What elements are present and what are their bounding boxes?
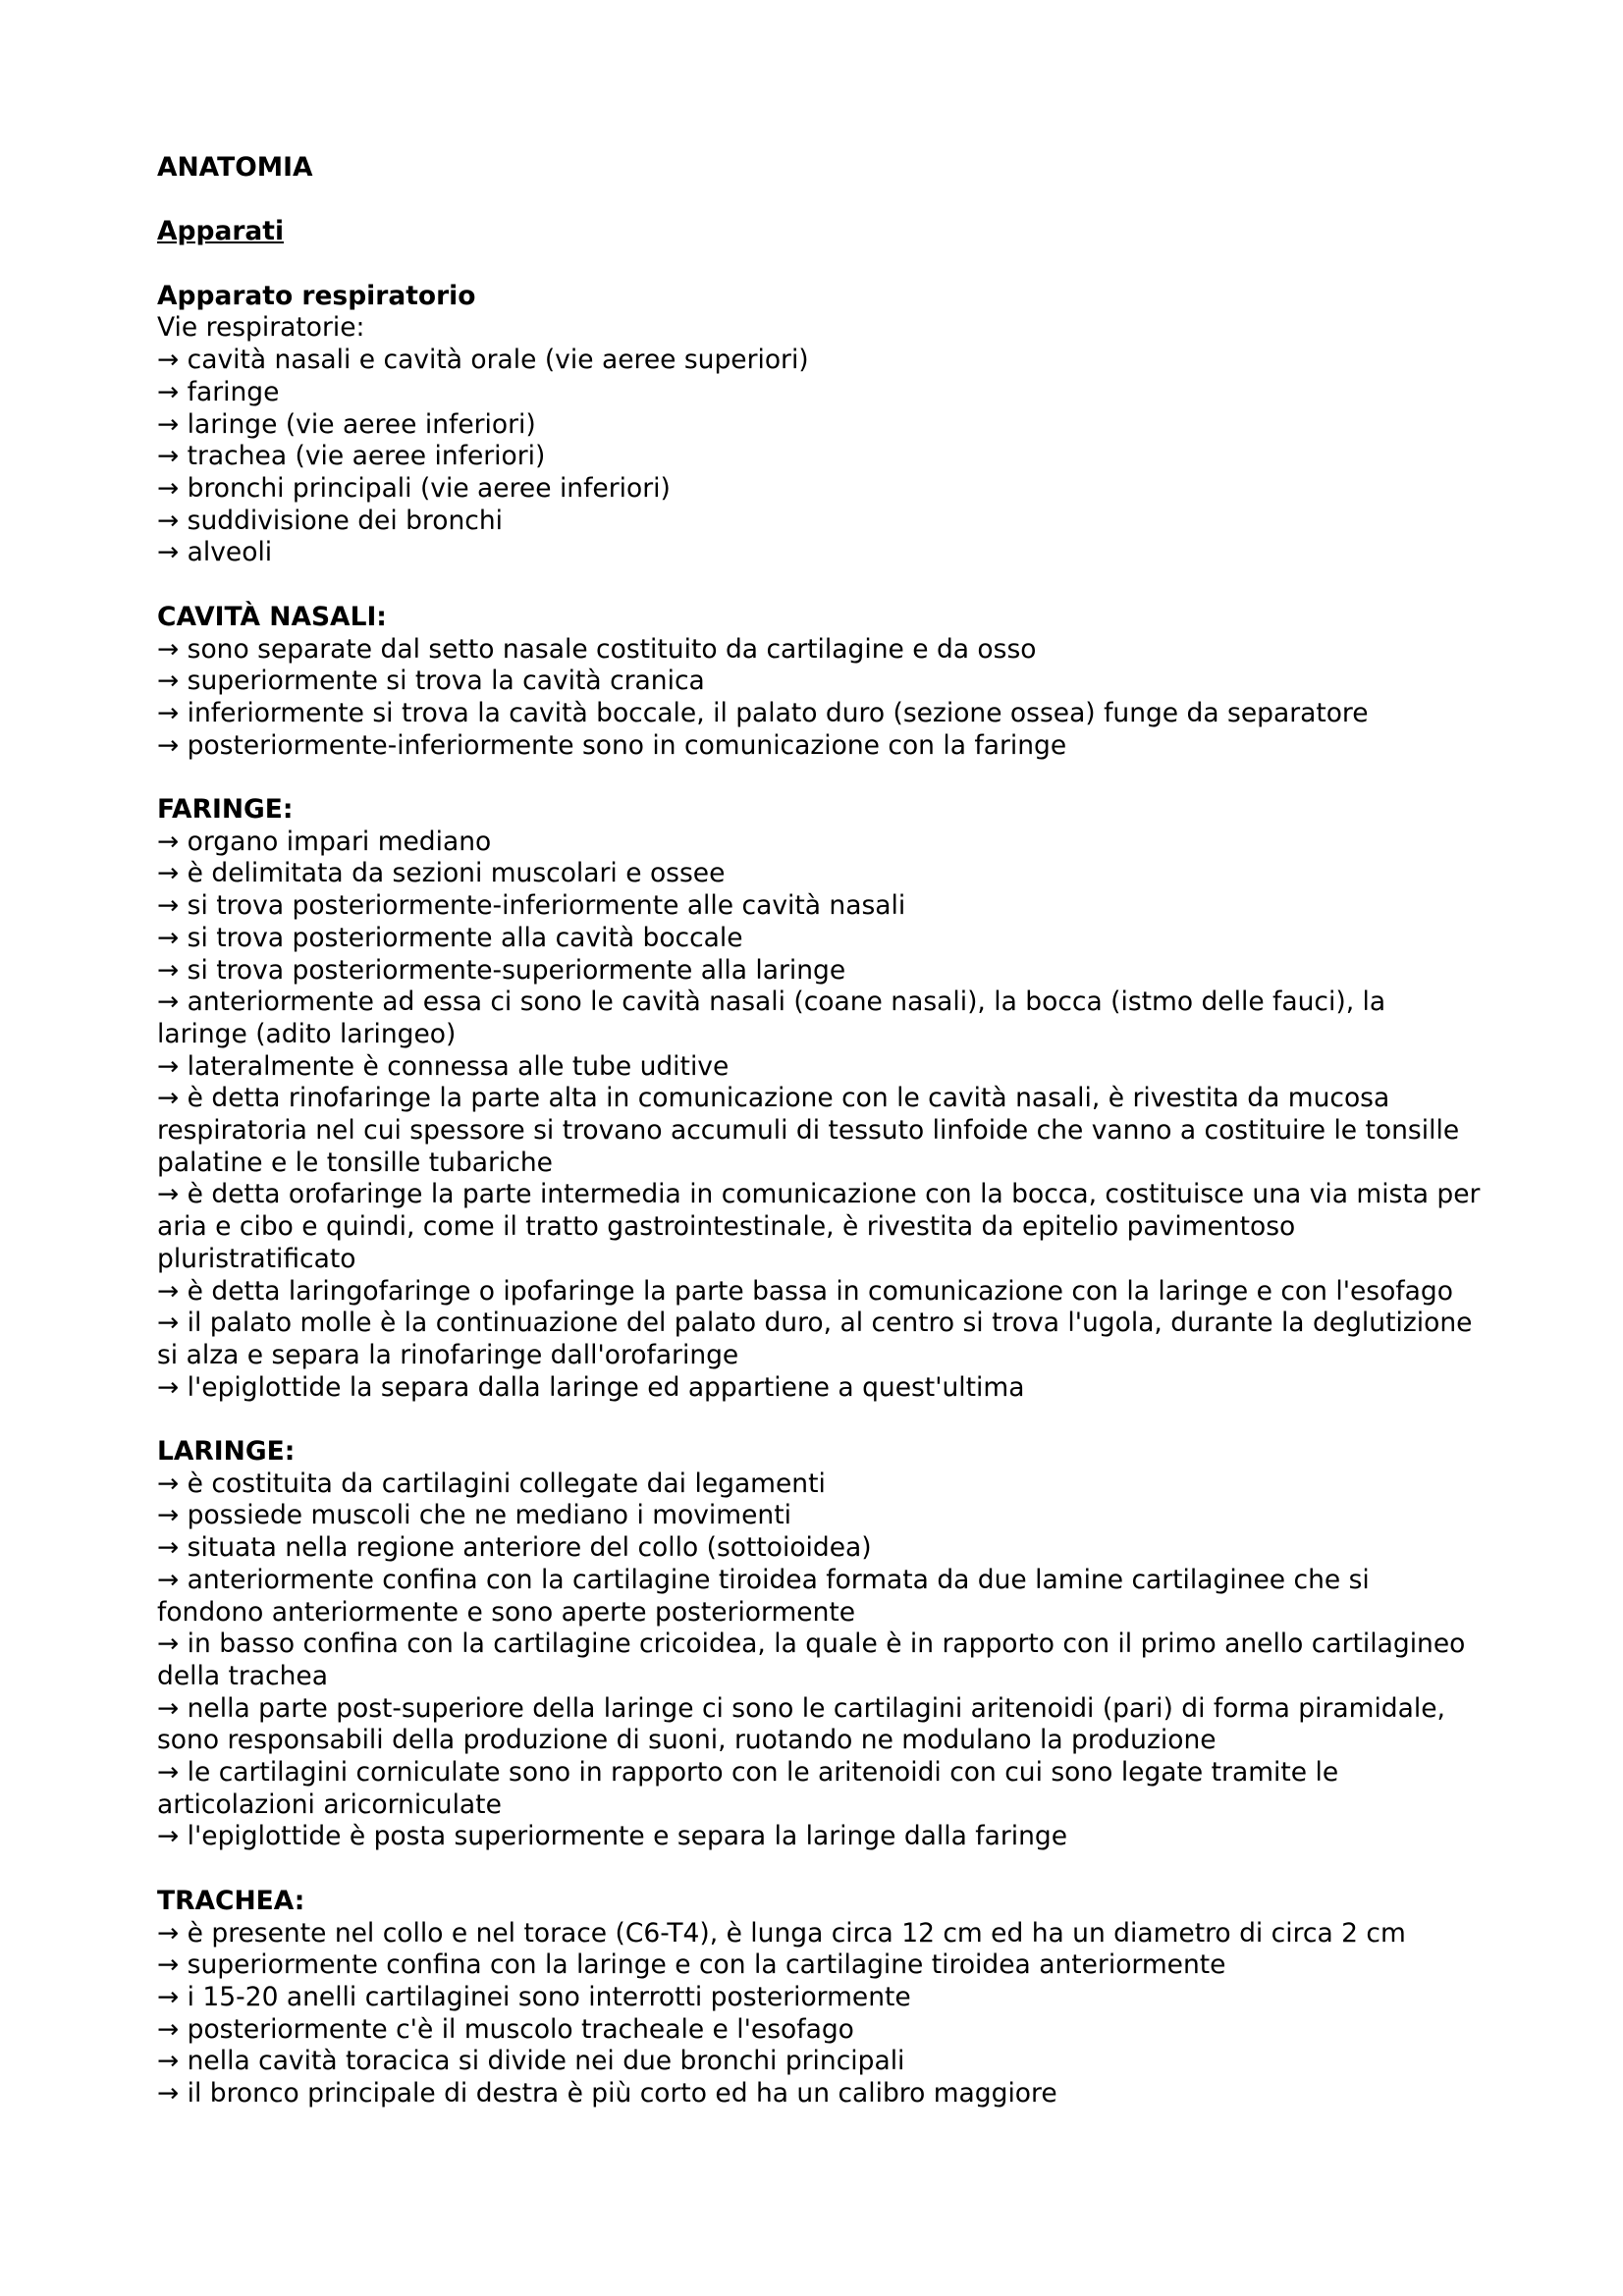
document-page [157, 152, 1483, 2110]
section-heading: CAVITÀ NASALI: [157, 601, 387, 632]
list-item-text: bronchi principali (vie aeree inferiori) [187, 473, 671, 504]
section-laringe [157, 1436, 1483, 1853]
list-item [157, 1083, 1483, 1179]
bullet-list [157, 827, 1483, 1405]
bullet-list [157, 634, 1483, 763]
list-item [157, 1179, 1483, 1275]
list-item [157, 955, 1483, 988]
arrow-right-icon: → [157, 1468, 188, 1499]
list-item-text: è delimitata da sezioni muscolari e ossee [187, 858, 726, 889]
section-heading: Apparato respiratorio [157, 280, 476, 311]
arrow-right-icon: → [157, 890, 188, 922]
arrow-right-icon: → [157, 1500, 188, 1531]
arrow-right-icon: → [157, 666, 188, 697]
list-item [157, 730, 1483, 763]
list-item [157, 890, 1483, 923]
list-item-text: i 15-20 anelli cartilaginei sono interrotti posteriormente [187, 1981, 911, 2012]
list-item [157, 987, 1483, 1050]
list-item [157, 441, 1483, 473]
list-item-text: è detta orofaringe la parte intermedia in comunicazione con la bocca, costituisce una via mista per aria e cibo e quindi, come il tratto gastrointestinale, è rivestita da epitelio pavimentoso pluristratificato [157, 1179, 1481, 1274]
list-item-text: è detta rinofaringe la parte alta in comunicazione con le cavità nasali, è rivestita da mucosa respiratoria nel cui spessore si trovano accumuli di tessuto linfoide che vanno a costituire le tonsille palatine e le tonsille tubariche [157, 1083, 1460, 1178]
arrow-right-icon: → [157, 537, 188, 568]
list-item-text: organo impari mediano [187, 826, 492, 857]
list-item [157, 858, 1483, 890]
list-item [157, 1949, 1483, 1982]
list-item-text: superiormente confina con la laringe e con la cartilagine tiroidea anteriormente [187, 1949, 1226, 1981]
list-item-text: il palato molle è la continuazione del palato duro, al centro si trova l'ugola, durante la deglutizione si alza e separa la rinofaringe dall'orofaringe [157, 1308, 1473, 1370]
list-item [157, 473, 1483, 506]
list-item-text: si trova posteriormente-inferiormente alle cavità nasali [187, 890, 906, 922]
list-item-text: suddivisione dei bronchi [187, 505, 503, 536]
arrow-right-icon: → [157, 1564, 188, 1595]
arrow-right-icon: → [157, 1050, 188, 1082]
list-item-text: possiede muscoli che ne mediano i movimenti [187, 1500, 791, 1531]
list-item-text: è costituita da cartilagini collegate dai legamenti [187, 1468, 826, 1499]
list-item-text: l'epiglottide è posta superiormente e separa la laringe dalla faringe [187, 1821, 1068, 1852]
arrow-right-icon: → [157, 1821, 188, 1852]
list-item [157, 1629, 1483, 1692]
part-title: Apparati [157, 216, 285, 247]
list-item-text: situata nella regione anteriore del collo (sottoioidea) [187, 1532, 872, 1564]
list-item [157, 1468, 1483, 1501]
arrow-right-icon: → [157, 1629, 188, 1660]
list-item [157, 345, 1483, 377]
section-faringe [157, 794, 1483, 1404]
arrow-right-icon: → [157, 1179, 188, 1210]
arrow-right-icon: → [157, 1757, 188, 1789]
list-item [157, 1532, 1483, 1565]
list-item [157, 409, 1483, 442]
section-trachea [157, 1886, 1483, 2110]
list-item-text: trachea (vie aeree inferiori) [187, 441, 546, 472]
list-item [157, 506, 1483, 538]
arrow-right-icon: → [157, 633, 188, 665]
list-item [157, 377, 1483, 409]
list-item [157, 1693, 1483, 1757]
list-item [157, 1757, 1483, 1821]
list-item-text: le cartilagini corniculate sono in rapporto con le aritenoidi con cui sono legate tramite le articolazioni aricorniculate [157, 1757, 1339, 1820]
arrow-right-icon: → [157, 441, 188, 472]
arrow-right-icon: → [157, 345, 188, 376]
list-item [157, 698, 1483, 730]
arrow-right-icon: → [157, 729, 188, 761]
list-item-text: il bronco principale di destra è più corto ed ha un calibro maggiore [187, 2078, 1057, 2109]
section-heading: TRACHEA: [157, 1885, 305, 1916]
arrow-right-icon: → [157, 922, 188, 953]
arrow-right-icon: → [157, 1532, 188, 1564]
arrow-right-icon: → [157, 505, 188, 536]
list-item [157, 1918, 1483, 1950]
list-item-text: lateralmente è connessa alle tube uditive [187, 1050, 730, 1082]
list-item-text: posteriormente-inferiormente sono in comunicazione con la faringe [187, 729, 1067, 761]
list-item-text: anteriormente ad essa ci sono le cavità nasali (coane nasali), la bocca (istmo delle fauci), la laringe (adito laringeo) [157, 987, 1386, 1049]
list-item-text: superiormente si trova la cavità cranica [187, 666, 705, 697]
arrow-right-icon: → [157, 2046, 188, 2077]
arrow-right-icon: → [157, 954, 188, 986]
list-item-text: anteriormente confina con la cartilagine tiroidea formata da due lamine cartilaginee che si fondono anteriormente e sono aperte posteriormente [157, 1564, 1370, 1628]
list-item-text: è presente nel collo e nel torace (C6-T4), è lunga circa 12 cm ed ha un diametro di circa 2 cm [187, 1917, 1406, 1949]
section-apparato-respiratorio [157, 281, 1483, 569]
list-item-text: sono separate dal setto nasale costituito da cartilagine e da osso [187, 633, 1037, 665]
list-item [157, 2046, 1483, 2078]
arrow-right-icon: → [157, 2078, 188, 2109]
list-item [157, 2078, 1483, 2110]
list-item-text: cavità nasali e cavità orale (vie aeree superiori) [187, 345, 809, 376]
list-item [157, 1276, 1483, 1308]
list-item-text: è detta laringofaringe o ipofaringe la parte bassa in comunicazione con la laringe e con l'esofago [187, 1275, 1453, 1307]
arrow-right-icon: → [157, 2013, 188, 2045]
arrow-right-icon: → [157, 408, 188, 440]
list-item [157, 1372, 1483, 1405]
arrow-right-icon: → [157, 1981, 188, 2012]
list-item [157, 1982, 1483, 2014]
arrow-right-icon: → [157, 697, 188, 728]
sections-container [157, 281, 1483, 2110]
arrow-right-icon: → [157, 473, 188, 504]
list-item-text: faringe [187, 376, 280, 407]
section-cavita-nasali [157, 602, 1483, 763]
arrow-right-icon: → [157, 1083, 188, 1114]
bullet-list [157, 1918, 1483, 2110]
list-item-text: l'epiglottide la separa dalla laringe ed appartiene a quest'ultima [187, 1371, 1025, 1403]
list-item-text: inferiormente si trova la cavità boccale, il palato duro (sezione ossea) funge da separatore [187, 697, 1369, 728]
section-heading: FARINGE: [157, 794, 294, 825]
list-item [157, 1051, 1483, 1084]
list-item [157, 1500, 1483, 1532]
list-item-text: posteriormente c'è il muscolo tracheale e l'esofago [187, 2013, 854, 2045]
list-item-text: laringe (vie aeree inferiori) [187, 408, 536, 440]
list-item-text: nella parte post-superiore della laringe ci sono le cartilagini aritenoidi (pari) di forma piramidale, sono responsabili della produzione di suoni, ruotando ne modulano la produzione [157, 1692, 1445, 1756]
arrow-right-icon: → [157, 376, 188, 407]
bullet-list [157, 1468, 1483, 1853]
list-item-text: nella cavità toracica si divide nei due bronchi principali [187, 2046, 905, 2077]
list-item [157, 666, 1483, 698]
list-item-text: si trova posteriormente-superiormente alla laringe [187, 954, 846, 986]
arrow-right-icon: → [157, 1371, 188, 1403]
list-item [157, 634, 1483, 667]
list-item [157, 1308, 1483, 1371]
section-intro: Vie respiratorie: [157, 312, 365, 344]
list-item-text: si trova posteriormente alla cavità boccale [187, 922, 743, 953]
arrow-right-icon: → [157, 1949, 188, 1981]
list-item [157, 1565, 1483, 1629]
arrow-right-icon: → [157, 1692, 188, 1724]
arrow-right-icon: → [157, 987, 188, 1018]
arrow-right-icon: → [157, 1308, 188, 1339]
list-item [157, 2014, 1483, 2047]
list-item-text: in basso confina con la cartilagine cricoidea, la quale è in rapporto con il primo anello cartilagineo della trachea [157, 1629, 1466, 1691]
list-item [157, 923, 1483, 955]
arrow-right-icon: → [157, 1917, 188, 1949]
document-title: ANATOMIA [157, 152, 313, 183]
arrow-right-icon: → [157, 826, 188, 857]
list-item [157, 537, 1483, 569]
list-item [157, 1821, 1483, 1853]
list-item-text: alveoli [187, 537, 273, 568]
arrow-right-icon: → [157, 1275, 188, 1307]
list-item [157, 827, 1483, 859]
section-heading: LARINGE: [157, 1436, 296, 1468]
bullet-list [157, 345, 1483, 569]
arrow-right-icon: → [157, 858, 188, 889]
